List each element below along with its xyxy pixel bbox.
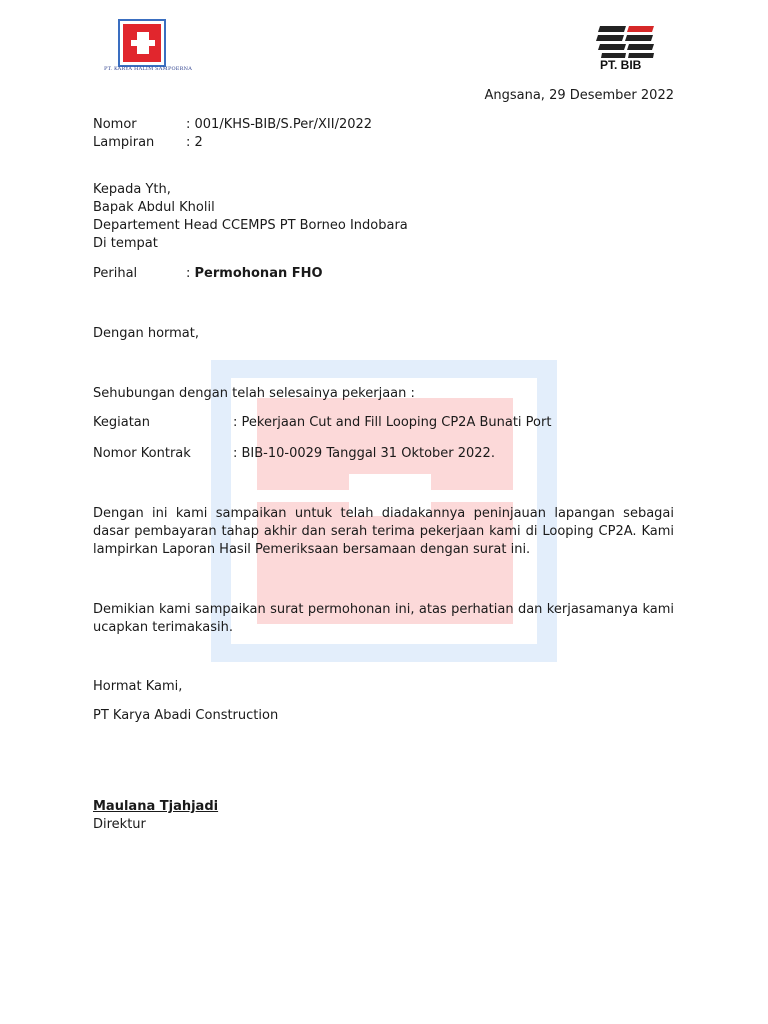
bib-logo-caption: PT. BIB — [600, 58, 642, 72]
kontrak-value: : BIB-10-0029 Tanggal 31 Oktober 2022. — [233, 446, 495, 461]
closing-salutation: Hormat Kami, — [93, 679, 183, 694]
lampiran-row — [93, 135, 203, 150]
bib-logo — [596, 24, 656, 60]
intro-text: Sehubungan dengan telah selesainya pekerjaan : — [93, 386, 415, 401]
recipient-position: Departement Head CCEMPS PT Borneo Indobara — [93, 218, 408, 233]
nomor-label: Nomor — [93, 117, 137, 132]
subject-colon: : — [186, 266, 195, 281]
signer-title: Direktur — [93, 817, 146, 832]
lampiran-label: Lampiran — [93, 135, 155, 150]
nomor-row — [93, 117, 372, 132]
lampiran-value: : 2 — [186, 135, 203, 150]
signer-name: Maulana Tjahjadi — [93, 799, 219, 814]
kegiatan-row — [93, 415, 551, 430]
kontrak-label: Nomor Kontrak — [93, 446, 191, 461]
recipient-name: Bapak Abdul Kholil — [93, 200, 215, 215]
company-logo-caption: PT. KARYA HALIM SAMPOERNA — [104, 66, 193, 72]
recipient-location: Di tempat — [93, 236, 158, 251]
place-date: Angsana, 29 Desember 2022 — [484, 88, 674, 103]
kegiatan-label: Kegiatan — [93, 415, 151, 430]
recipient-line: Kepada Yth, — [93, 182, 171, 197]
subject-label: Perihal — [93, 266, 138, 281]
nomor-value: : 001/KHS-BIB/S.Per/XII/2022 — [186, 117, 373, 132]
company-logo — [118, 19, 166, 67]
greeting: Dengan hormat, — [93, 326, 200, 341]
kegiatan-value: : Pekerjaan Cut and Fill Looping CP2A Bunati Port — [233, 415, 552, 430]
subject-row — [93, 266, 323, 281]
body-paragraph-1: Dengan ini kami sampaikan untuk telah diadakannya peninjauan lapangan sebagai dasar pembayaran tahap akhir dan serah terima pekerjaan kami di Looping CP2A. Kami lampirkan Laporan Hasil Pemeriksaan bersamaan dengan surat ini. — [93, 506, 674, 557]
kontrak-row — [93, 446, 495, 461]
closing-company: PT Karya Abadi Construction — [93, 708, 279, 723]
subject-value: Permohonan FHO — [194, 266, 323, 281]
body-paragraph-2: Demikian kami sampaikan surat permohonan ini, atas perhatian dan kerjasamanya kami ucapkan terimakasih. — [93, 602, 674, 635]
